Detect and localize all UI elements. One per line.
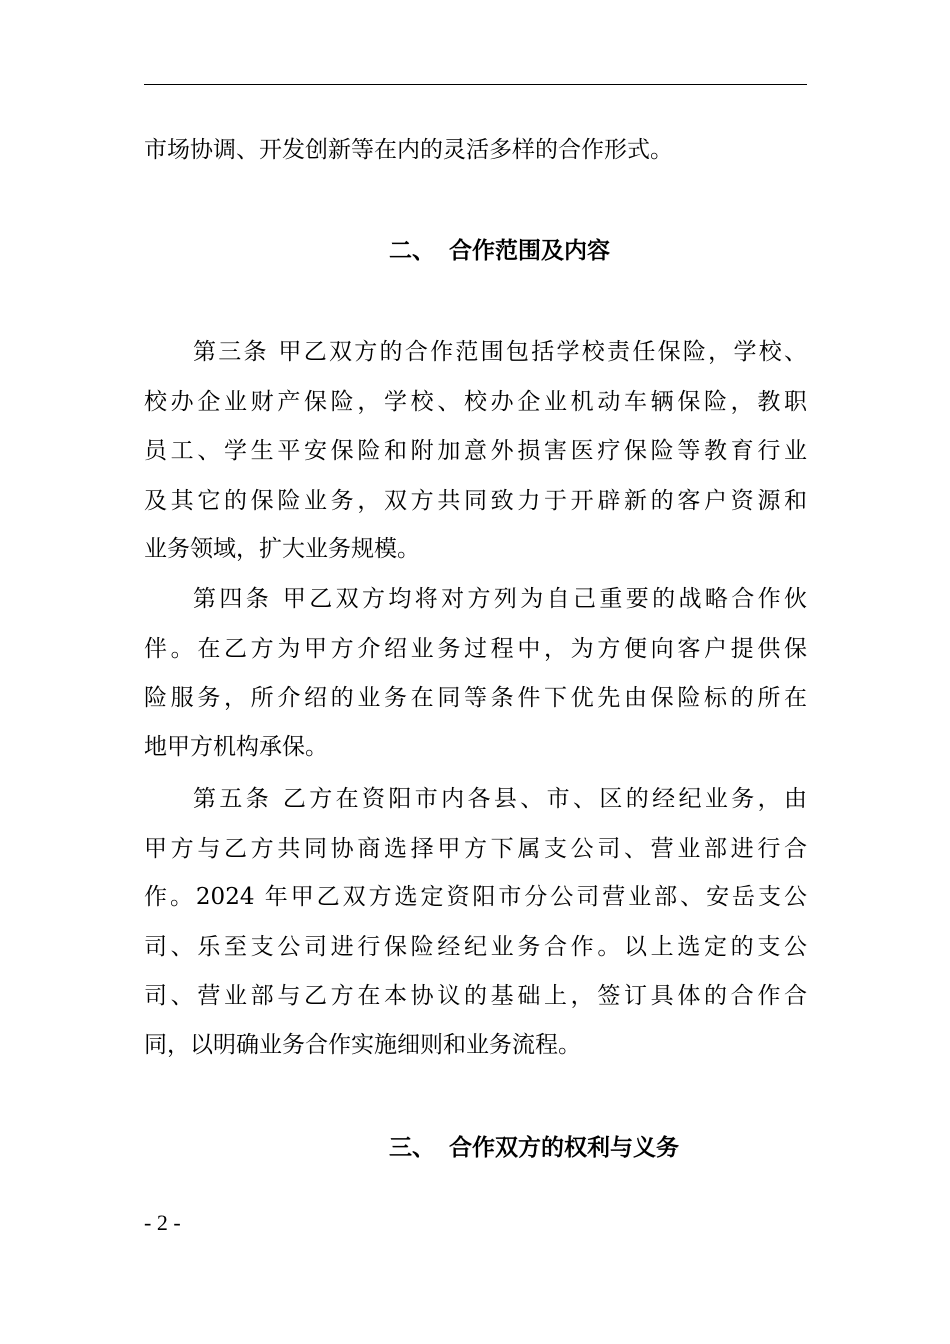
- paragraph-line: 险服务，所介绍的业务在同等条件下优先由保险标的所在: [144, 685, 807, 711]
- paragraph-line: 及其它的保险业务，双方共同致力于开辟新的客户资源和: [144, 488, 807, 514]
- paragraph-line: 校办企业财产保险，学校、校办企业机动车辆保险，教职: [144, 389, 807, 415]
- section-number: 二、: [389, 238, 435, 264]
- paragraph-line: 司、乐至支公司进行保险经纪业务合作。以上选定的支公: [144, 934, 807, 960]
- paragraph-line: 地甲方机构承保。: [144, 734, 328, 760]
- page-number: - 2 -: [144, 1210, 181, 1235]
- paragraph-line: 甲方与乙方共同协商选择甲方下属支公司、营业部进行合: [144, 836, 807, 862]
- paragraph-line: 业务领域，扩大业务规模。: [144, 536, 420, 562]
- section-heading-2: [389, 232, 610, 270]
- paragraph-line: 司、营业部与乙方在本协议的基础上，签订具体的合作合: [144, 983, 807, 1009]
- section-title: 合作范围及内容: [449, 238, 610, 264]
- paragraph-line: 第四条 甲乙双方均将对方列为自己重要的战略合作伙: [193, 586, 807, 612]
- section-heading-3: [389, 1129, 679, 1167]
- header-rule: [144, 84, 807, 85]
- continuation-line: 市场协调、开发创新等在内的灵活多样的合作形式。: [144, 137, 673, 163]
- paragraph-line: 同，以明确业务合作实施细则和业务流程。: [144, 1032, 581, 1058]
- paragraph-line: 第五条 乙方在资阳市内各县、市、区的经纪业务，由: [193, 786, 807, 812]
- section-number: 三、: [389, 1135, 435, 1161]
- paragraph-line: 第三条 甲乙双方的合作范围包括学校责任保险，学校、: [193, 339, 807, 365]
- section-title: 合作双方的权利与义务: [449, 1135, 679, 1161]
- paragraph-line: 作。2024 年甲乙双方选定资阳市分公司营业部、安岳支公: [144, 884, 807, 910]
- paragraph-line: 伴。在乙方为甲方介绍业务过程中，为方便向客户提供保: [144, 636, 807, 662]
- paragraph-line: 员工、学生平安保险和附加意外损害医疗保险等教育行业: [144, 438, 807, 464]
